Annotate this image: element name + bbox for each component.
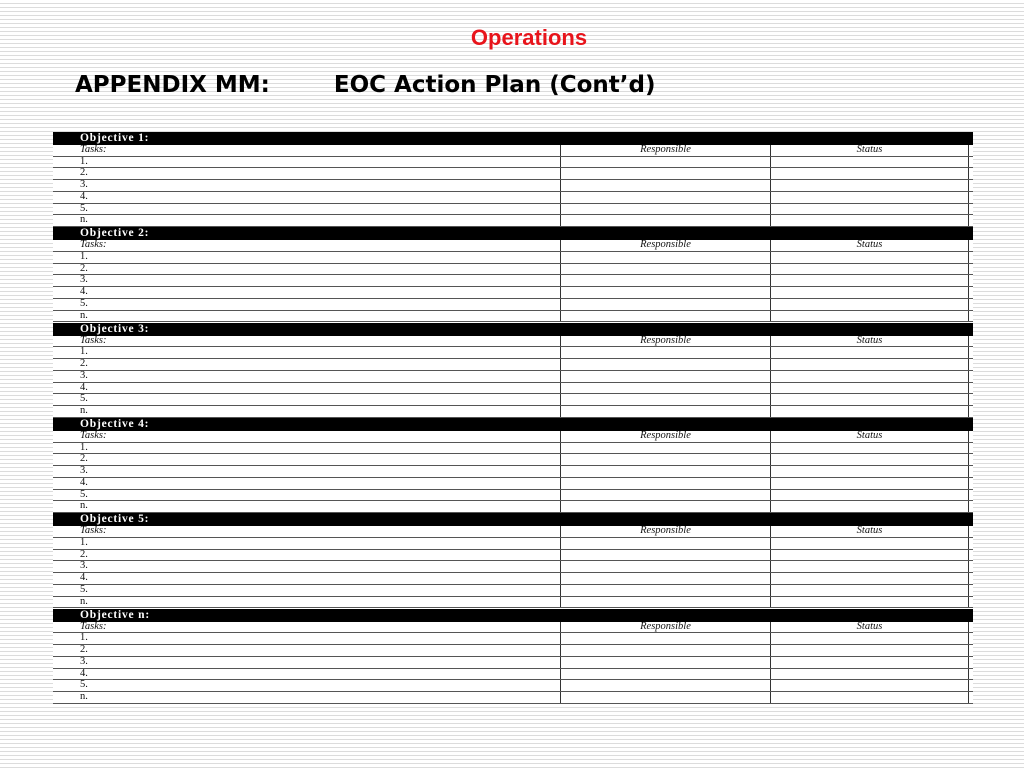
status-cell[interactable] xyxy=(771,585,969,596)
status-cell[interactable] xyxy=(771,692,969,703)
task-number: 1. xyxy=(53,347,561,358)
task-row xyxy=(53,383,973,395)
column-header-row xyxy=(53,526,973,538)
task-number: 4. xyxy=(53,192,561,203)
responsible-cell[interactable] xyxy=(561,443,771,454)
responsible-cell[interactable] xyxy=(561,478,771,489)
responsible-cell[interactable] xyxy=(561,692,771,703)
status-column-header: Status xyxy=(771,526,969,537)
column-header-row xyxy=(53,431,973,443)
responsible-column-header: Responsible xyxy=(561,431,771,442)
task-number: 3. xyxy=(53,371,561,382)
task-number: 2. xyxy=(53,168,561,179)
status-cell[interactable] xyxy=(771,550,969,561)
page-title xyxy=(75,72,875,98)
responsible-column-header: Responsible xyxy=(561,145,771,156)
responsible-cell[interactable] xyxy=(561,359,771,370)
responsible-column-header: Responsible xyxy=(561,336,771,347)
objective-block xyxy=(53,513,973,608)
status-cell[interactable] xyxy=(771,573,969,584)
status-cell[interactable] xyxy=(771,538,969,549)
responsible-cell[interactable] xyxy=(561,383,771,394)
status-cell[interactable] xyxy=(771,287,969,298)
task-number: n. xyxy=(53,501,561,512)
task-number: 4. xyxy=(53,383,561,394)
status-cell[interactable] xyxy=(771,394,969,405)
task-number: 4. xyxy=(53,478,561,489)
responsible-cell[interactable] xyxy=(561,633,771,644)
tasks-column-header: Tasks: xyxy=(53,622,561,633)
responsible-cell[interactable] xyxy=(561,597,771,608)
responsible-cell[interactable] xyxy=(561,573,771,584)
task-number: 2. xyxy=(53,645,561,656)
status-cell[interactable] xyxy=(771,299,969,310)
section-header: Operations xyxy=(470,25,588,50)
responsible-cell[interactable] xyxy=(561,585,771,596)
task-number: 4. xyxy=(53,669,561,680)
responsible-cell[interactable] xyxy=(561,157,771,168)
task-number: 3. xyxy=(53,657,561,668)
responsible-cell[interactable] xyxy=(561,371,771,382)
responsible-cell[interactable] xyxy=(561,406,771,417)
task-row xyxy=(53,538,973,550)
status-cell[interactable] xyxy=(771,490,969,501)
responsible-cell[interactable] xyxy=(561,561,771,572)
responsible-column-header: Responsible xyxy=(561,240,771,251)
task-number: 1. xyxy=(53,157,561,168)
task-row xyxy=(53,585,973,597)
status-column-header: Status xyxy=(771,240,969,251)
task-row xyxy=(53,192,973,204)
status-cell[interactable] xyxy=(771,371,969,382)
task-number: n. xyxy=(53,406,561,417)
responsible-cell[interactable] xyxy=(561,192,771,203)
status-cell[interactable] xyxy=(771,180,969,191)
status-cell[interactable] xyxy=(771,157,969,168)
tasks-column-header: Tasks: xyxy=(53,240,561,251)
task-row xyxy=(53,466,973,478)
task-number: 1. xyxy=(53,538,561,549)
status-cell[interactable] xyxy=(771,252,969,263)
task-row xyxy=(53,168,973,180)
task-row xyxy=(53,371,973,383)
objective-block xyxy=(53,227,973,322)
task-row xyxy=(53,501,973,513)
task-row xyxy=(53,490,973,502)
task-number: 2. xyxy=(53,454,561,465)
task-row xyxy=(53,204,973,216)
task-number: 4. xyxy=(53,287,561,298)
status-cell[interactable] xyxy=(771,264,969,275)
status-cell[interactable] xyxy=(771,466,969,477)
responsible-cell[interactable] xyxy=(561,657,771,668)
tasks-column-header: Tasks: xyxy=(53,145,561,156)
task-number: 2. xyxy=(53,264,561,275)
task-number: 5. xyxy=(53,299,561,310)
status-column-header: Status xyxy=(771,145,969,156)
task-row xyxy=(53,680,973,692)
task-row xyxy=(53,550,973,562)
responsible-cell[interactable] xyxy=(561,215,771,226)
responsible-cell[interactable] xyxy=(561,466,771,477)
task-number: 1. xyxy=(53,633,561,644)
tasks-column-header: Tasks: xyxy=(53,526,561,537)
column-header-row xyxy=(53,336,973,348)
task-number: 5. xyxy=(53,680,561,691)
responsible-cell[interactable] xyxy=(561,538,771,549)
task-row xyxy=(53,359,973,371)
task-number: 3. xyxy=(53,466,561,477)
responsible-cell[interactable] xyxy=(561,311,771,322)
column-header-row xyxy=(53,240,973,252)
responsible-cell[interactable] xyxy=(561,454,771,465)
objective-header: Objective n: xyxy=(53,609,973,622)
task-number: n. xyxy=(53,597,561,608)
task-row xyxy=(53,406,973,418)
status-cell[interactable] xyxy=(771,215,969,226)
task-number: 5. xyxy=(53,394,561,405)
task-number: 4. xyxy=(53,573,561,584)
status-cell[interactable] xyxy=(771,501,969,512)
responsible-cell[interactable] xyxy=(561,501,771,512)
status-cell[interactable] xyxy=(771,192,969,203)
task-row xyxy=(53,692,973,704)
task-row xyxy=(53,645,973,657)
status-cell[interactable] xyxy=(771,669,969,680)
responsible-cell[interactable] xyxy=(561,252,771,263)
responsible-cell[interactable] xyxy=(561,550,771,561)
status-cell[interactable] xyxy=(771,359,969,370)
task-row xyxy=(53,633,973,645)
task-row xyxy=(53,347,973,359)
task-number: n. xyxy=(53,311,561,322)
task-row xyxy=(53,394,973,406)
task-row xyxy=(53,215,973,227)
task-row xyxy=(53,478,973,490)
objective-header: Objective 4: xyxy=(53,418,973,431)
status-cell[interactable] xyxy=(771,597,969,608)
task-number: 2. xyxy=(53,359,561,370)
task-number: 5. xyxy=(53,204,561,215)
task-number: 3. xyxy=(53,275,561,286)
objective-block xyxy=(53,323,973,418)
task-number: 5. xyxy=(53,490,561,501)
status-column-header: Status xyxy=(771,431,969,442)
task-row xyxy=(53,454,973,466)
status-cell[interactable] xyxy=(771,454,969,465)
task-row xyxy=(53,275,973,287)
responsible-cell[interactable] xyxy=(561,264,771,275)
responsible-cell[interactable] xyxy=(561,275,771,286)
task-row xyxy=(53,252,973,264)
task-row xyxy=(53,299,973,311)
status-column-header: Status xyxy=(771,336,969,347)
task-number: 1. xyxy=(53,443,561,454)
appendix-label: APPENDIX MM: xyxy=(75,72,270,98)
responsible-cell[interactable] xyxy=(561,287,771,298)
responsible-cell[interactable] xyxy=(561,394,771,405)
status-cell[interactable] xyxy=(771,443,969,454)
action-plan-form xyxy=(53,132,973,704)
task-number: 1. xyxy=(53,252,561,263)
task-number: 2. xyxy=(53,550,561,561)
status-cell[interactable] xyxy=(771,406,969,417)
task-row xyxy=(53,180,973,192)
responsible-cell[interactable] xyxy=(561,645,771,656)
responsible-cell[interactable] xyxy=(561,204,771,215)
task-number: n. xyxy=(53,692,561,703)
objective-block xyxy=(53,418,973,513)
task-row xyxy=(53,573,973,585)
task-number: n. xyxy=(53,215,561,226)
objective-block xyxy=(53,609,973,704)
status-cell[interactable] xyxy=(771,633,969,644)
status-cell[interactable] xyxy=(771,275,969,286)
task-number: 3. xyxy=(53,180,561,191)
responsible-cell[interactable] xyxy=(561,299,771,310)
objective-header: Objective 5: xyxy=(53,513,973,526)
status-cell[interactable] xyxy=(771,383,969,394)
task-row xyxy=(53,597,973,609)
plan-name: EOC Action Plan (Cont’d) xyxy=(333,72,656,98)
objective-header: Objective 2: xyxy=(53,227,973,240)
column-header-row xyxy=(53,622,973,634)
task-number: 3. xyxy=(53,561,561,572)
task-number: 5. xyxy=(53,585,561,596)
status-cell[interactable] xyxy=(771,347,969,358)
status-cell[interactable] xyxy=(771,311,969,322)
objective-header: Objective 3: xyxy=(53,323,973,336)
status-cell[interactable] xyxy=(771,478,969,489)
responsible-cell[interactable] xyxy=(561,669,771,680)
status-column-header: Status xyxy=(771,622,969,633)
responsible-cell[interactable] xyxy=(561,490,771,501)
responsible-cell[interactable] xyxy=(561,180,771,191)
objective-header: Objective 1: xyxy=(53,132,973,145)
status-cell[interactable] xyxy=(771,657,969,668)
column-header-row xyxy=(53,145,973,157)
task-row xyxy=(53,311,973,323)
task-row xyxy=(53,264,973,276)
task-row xyxy=(53,287,973,299)
tasks-column-header: Tasks: xyxy=(53,431,561,442)
task-row xyxy=(53,657,973,669)
responsible-cell[interactable] xyxy=(561,347,771,358)
status-cell[interactable] xyxy=(771,680,969,691)
task-row xyxy=(53,157,973,169)
responsible-cell[interactable] xyxy=(561,168,771,179)
objective-block xyxy=(53,132,973,227)
task-row xyxy=(53,669,973,681)
status-cell[interactable] xyxy=(771,168,969,179)
task-row xyxy=(53,443,973,455)
task-row xyxy=(53,561,973,573)
tasks-column-header: Tasks: xyxy=(53,336,561,347)
responsible-column-header: Responsible xyxy=(561,622,771,633)
status-cell[interactable] xyxy=(771,645,969,656)
status-cell[interactable] xyxy=(771,204,969,215)
responsible-column-header: Responsible xyxy=(561,526,771,537)
status-cell[interactable] xyxy=(771,561,969,572)
responsible-cell[interactable] xyxy=(561,680,771,691)
